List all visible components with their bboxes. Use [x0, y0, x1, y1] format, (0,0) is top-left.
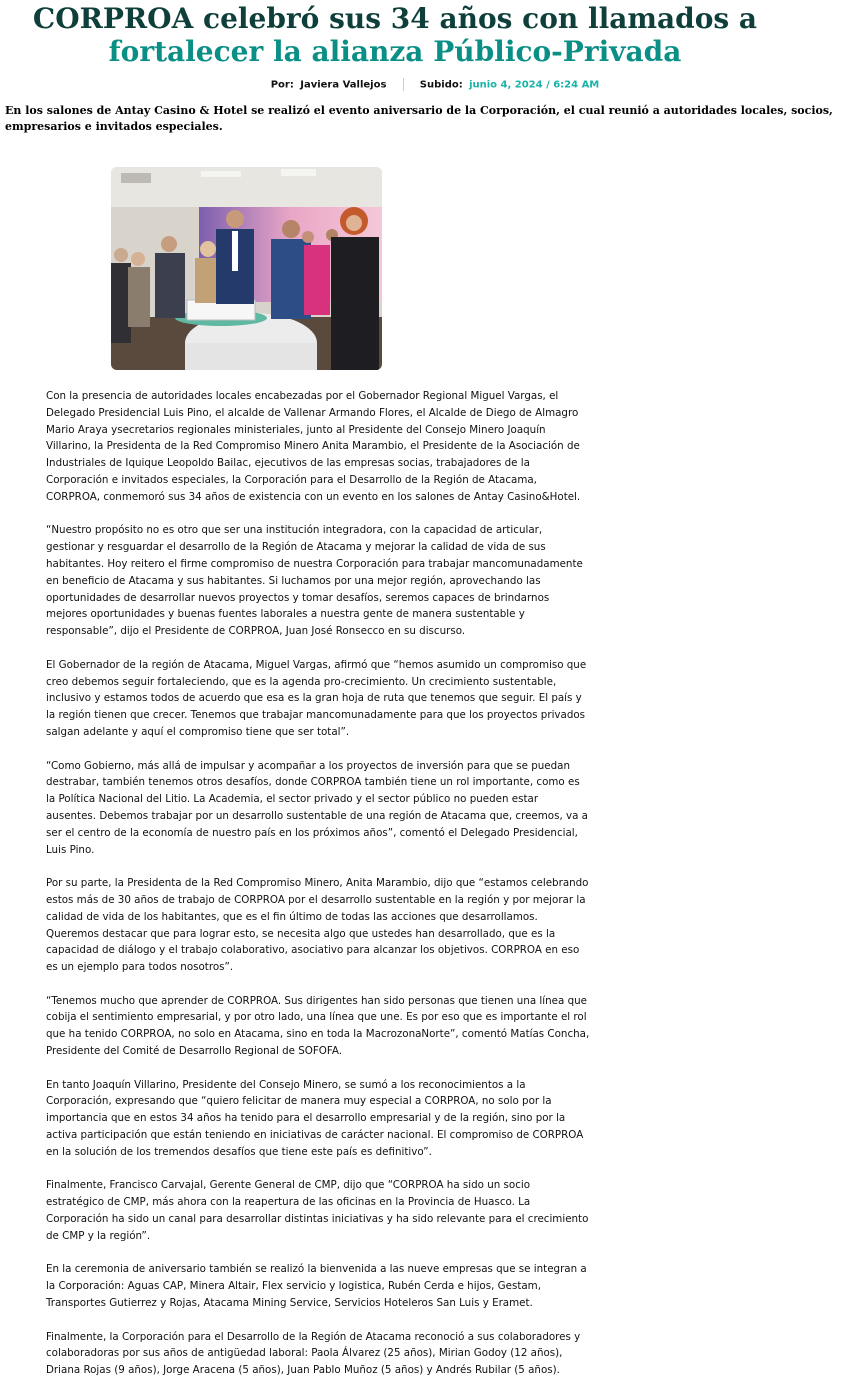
- article-paragraph: En tanto Joaquín Villarino, Presidente del Consejo Minero, se sumó a los reconocimientos a la Corporación, expresando que “quiero felicitar de manera muy especial a CORPROA, no solo por la importancia que en estos 34 años ha tenido para el desarrollo empresarial y de la región, sino por la activa participación que están teniendo en iniciativas de carácter nacional. El compromiso de CORPROA en la solución de los tremendos desafíos que tiene este país es definitivo”.: [46, 1078, 584, 1158]
- article-paragraph: Finalmente, Francisco Carvajal, Gerente General de CMP, dijo que “CORPROA ha sido un socio estratégico de CMP, más ahora con la reapertura de las oficinas en la Provincia de Huasco. La Corporación ha sido un canal para desarrollar distintas iniciativas y ha sido relevante para el crecimiento de CMP y la región”.: [46, 1179, 589, 1242]
- author-name[interactable]: Javiera Vallejos: [300, 79, 387, 91]
- article-title-line-1: CORPROA celebró sus 34 años con llamados a: [32, 2, 758, 35]
- article-body: [46, 388, 591, 1396]
- article-paragraph: “Como Gobierno, más allá de impulsar y acompañar a los proyectos de inversión para que se puedan destrabar, también tenemos otros desafíos, donde CORPROA también tiene un rol importante, como es la Política Nacional del Litio. La Academia, el sector privado y el sector público no pueden estar ausentes. Debemos trabajar por un desarrollo sustentable de una región de Atacama que, creemos, va a ser el centro de la economía de nuestro país en los próximos años”, comentó el Delegado Presidencial, Luis Pino.: [46, 759, 588, 856]
- article-paragraph: Finalmente, la Corporación para el Desarrollo de la Región de Atacama reconoció a sus colaboradores y colaboradoras por sus años de antigüedad laboral: Paola Álvarez (25 años), Mirian Godoy (12 años), Driana Rojas (9 años), Jorge Aracena (5 años), Juan Pablo Muñoz (5 años) y Andrés Rubilar (5 años).: [46, 1330, 581, 1377]
- article-paragraph: “Nuestro propósito no es otro que ser una institución integradora, con la capacidad de articular, gestionar y resguardar el desarrollo de la Región de Atacama y mejorar la calidad de vida de sus habitantes. Hoy reitero el firme compromiso de nuestra Corporación para trabajar mancomunadamente en beneficio de Atacama y sus habitantes. Si luchamos por una mejor región, aprovechando las oportunidades de desarrollar nuevos proyectos y tomar desafíos, seremos capaces de brindarnos mejores oportunidades y buenas fuentes laborales a nuestra gente de manera sustentable y responsable”, dijo el Presidente de CORPROA, Juan José Ronsecco en su discurso.: [46, 524, 583, 638]
- uploaded-label: Subido:: [419, 79, 463, 91]
- article-paragraph: En la ceremonia de aniversario también se realizó la bienvenida a las nueve empresas que se integran a la Corporación: Aguas CAP, Minera Altair, Flex servicio y logistica, Rubén Cerda e hijos, Gestam, Transportes Gutierrez y Rojas, Atacama Mining Service, Servicios Hoteleros San Luis y Eramet.: [46, 1263, 587, 1310]
- event-photo-illustration: [111, 167, 382, 370]
- event-photo: [111, 167, 382, 370]
- article-title-line-2: fortalecer la alianza Público-Privada: [108, 35, 682, 68]
- article-title: [0, 2, 790, 68]
- article-paragraph: El Gobernador de la región de Atacama, Miguel Vargas, afirmó que “hemos asumido un compromiso que creo debemos seguir fortaleciendo, que es la agenda pro-crecimiento. Un crecimiento sustentable, inclusivo y estamos todos de acuerdo que esa es la gran hoja de ruta que tenemos que seguir. El país y la región tienen que crecer. Tenemos que trabajar mancomunadamente para que los proyectos privados salgan adelante y aquí el compromiso tiene que ser total”.: [46, 658, 587, 738]
- uploaded-date: junio 4, 2024 / 6:24 AM: [469, 79, 600, 91]
- article-meta: [0, 78, 850, 91]
- meta-divider: [403, 78, 404, 91]
- article-paragraph: Con la presencia de autoridades locales encabezadas por el Gobernador Regional Miguel Vargas, el Delegado Presidencial Luis Pino, el alcalde de Vallenar Armando Flores, el Alcalde de Diego de Almagro Mario Araya ysecretarios regionales ministeriales, junto al Presidente del Consejo Minero Joaquín Villarino, la Presidenta de la Red Compromiso Minero Anita Marambio, el Presidente de la Asociación de Industriales de Iquique Leopoldo Bailac, ejecutivos de las empresas socias, trabajadores de la Corporación e invitados especiales, la Corporación para el Desarrollo de la Región de Atacama, CORPROA, conmemoró sus 34 años de existencia con un evento en los salones de Antay Casino&Hotel.: [46, 390, 581, 503]
- article-paragraph: “Tenemos mucho que aprender de CORPROA. Sus dirigentes han sido personas que tienen una línea que cobija el sentimiento empresarial, y por otro lado, una línea que une. Es por eso que es importante el rol que ha tenido CORPROA, no solo en Atacama, sino en toda la MacrozonaNorte”, comentó Matías Concha, Presidente del Comité de Desarrollo Regional de SOFOFA.: [46, 994, 590, 1058]
- article-paragraph: Por su parte, la Presidenta de la Red Compromiso Minero, Anita Marambio, dijo que “estamos celebrando estos más de 30 años de trabajo de CORPROA por el desarrollo sustentable en la región y por mejorar la calidad de vida de los habitantes, que es el fin último de todas las acciones que desarrollamos. Queremos destacar que para lograr esto, se necesita algo que ustedes han desarrollado, que es la capacidad de diálogo y el trabajo colaborativo, asociativo para alcanzar los objetivos. CORPROA en eso es un ejemplo para todos nosotros”.: [46, 877, 589, 974]
- author-label: Por:: [270, 79, 294, 91]
- article-lead: En los salones de Antay Casino & Hotel se realizó el evento aniversario de la Corporación, el cual reunió a autoridades locales, socios, empresarios e invitados especiales.: [5, 104, 833, 133]
